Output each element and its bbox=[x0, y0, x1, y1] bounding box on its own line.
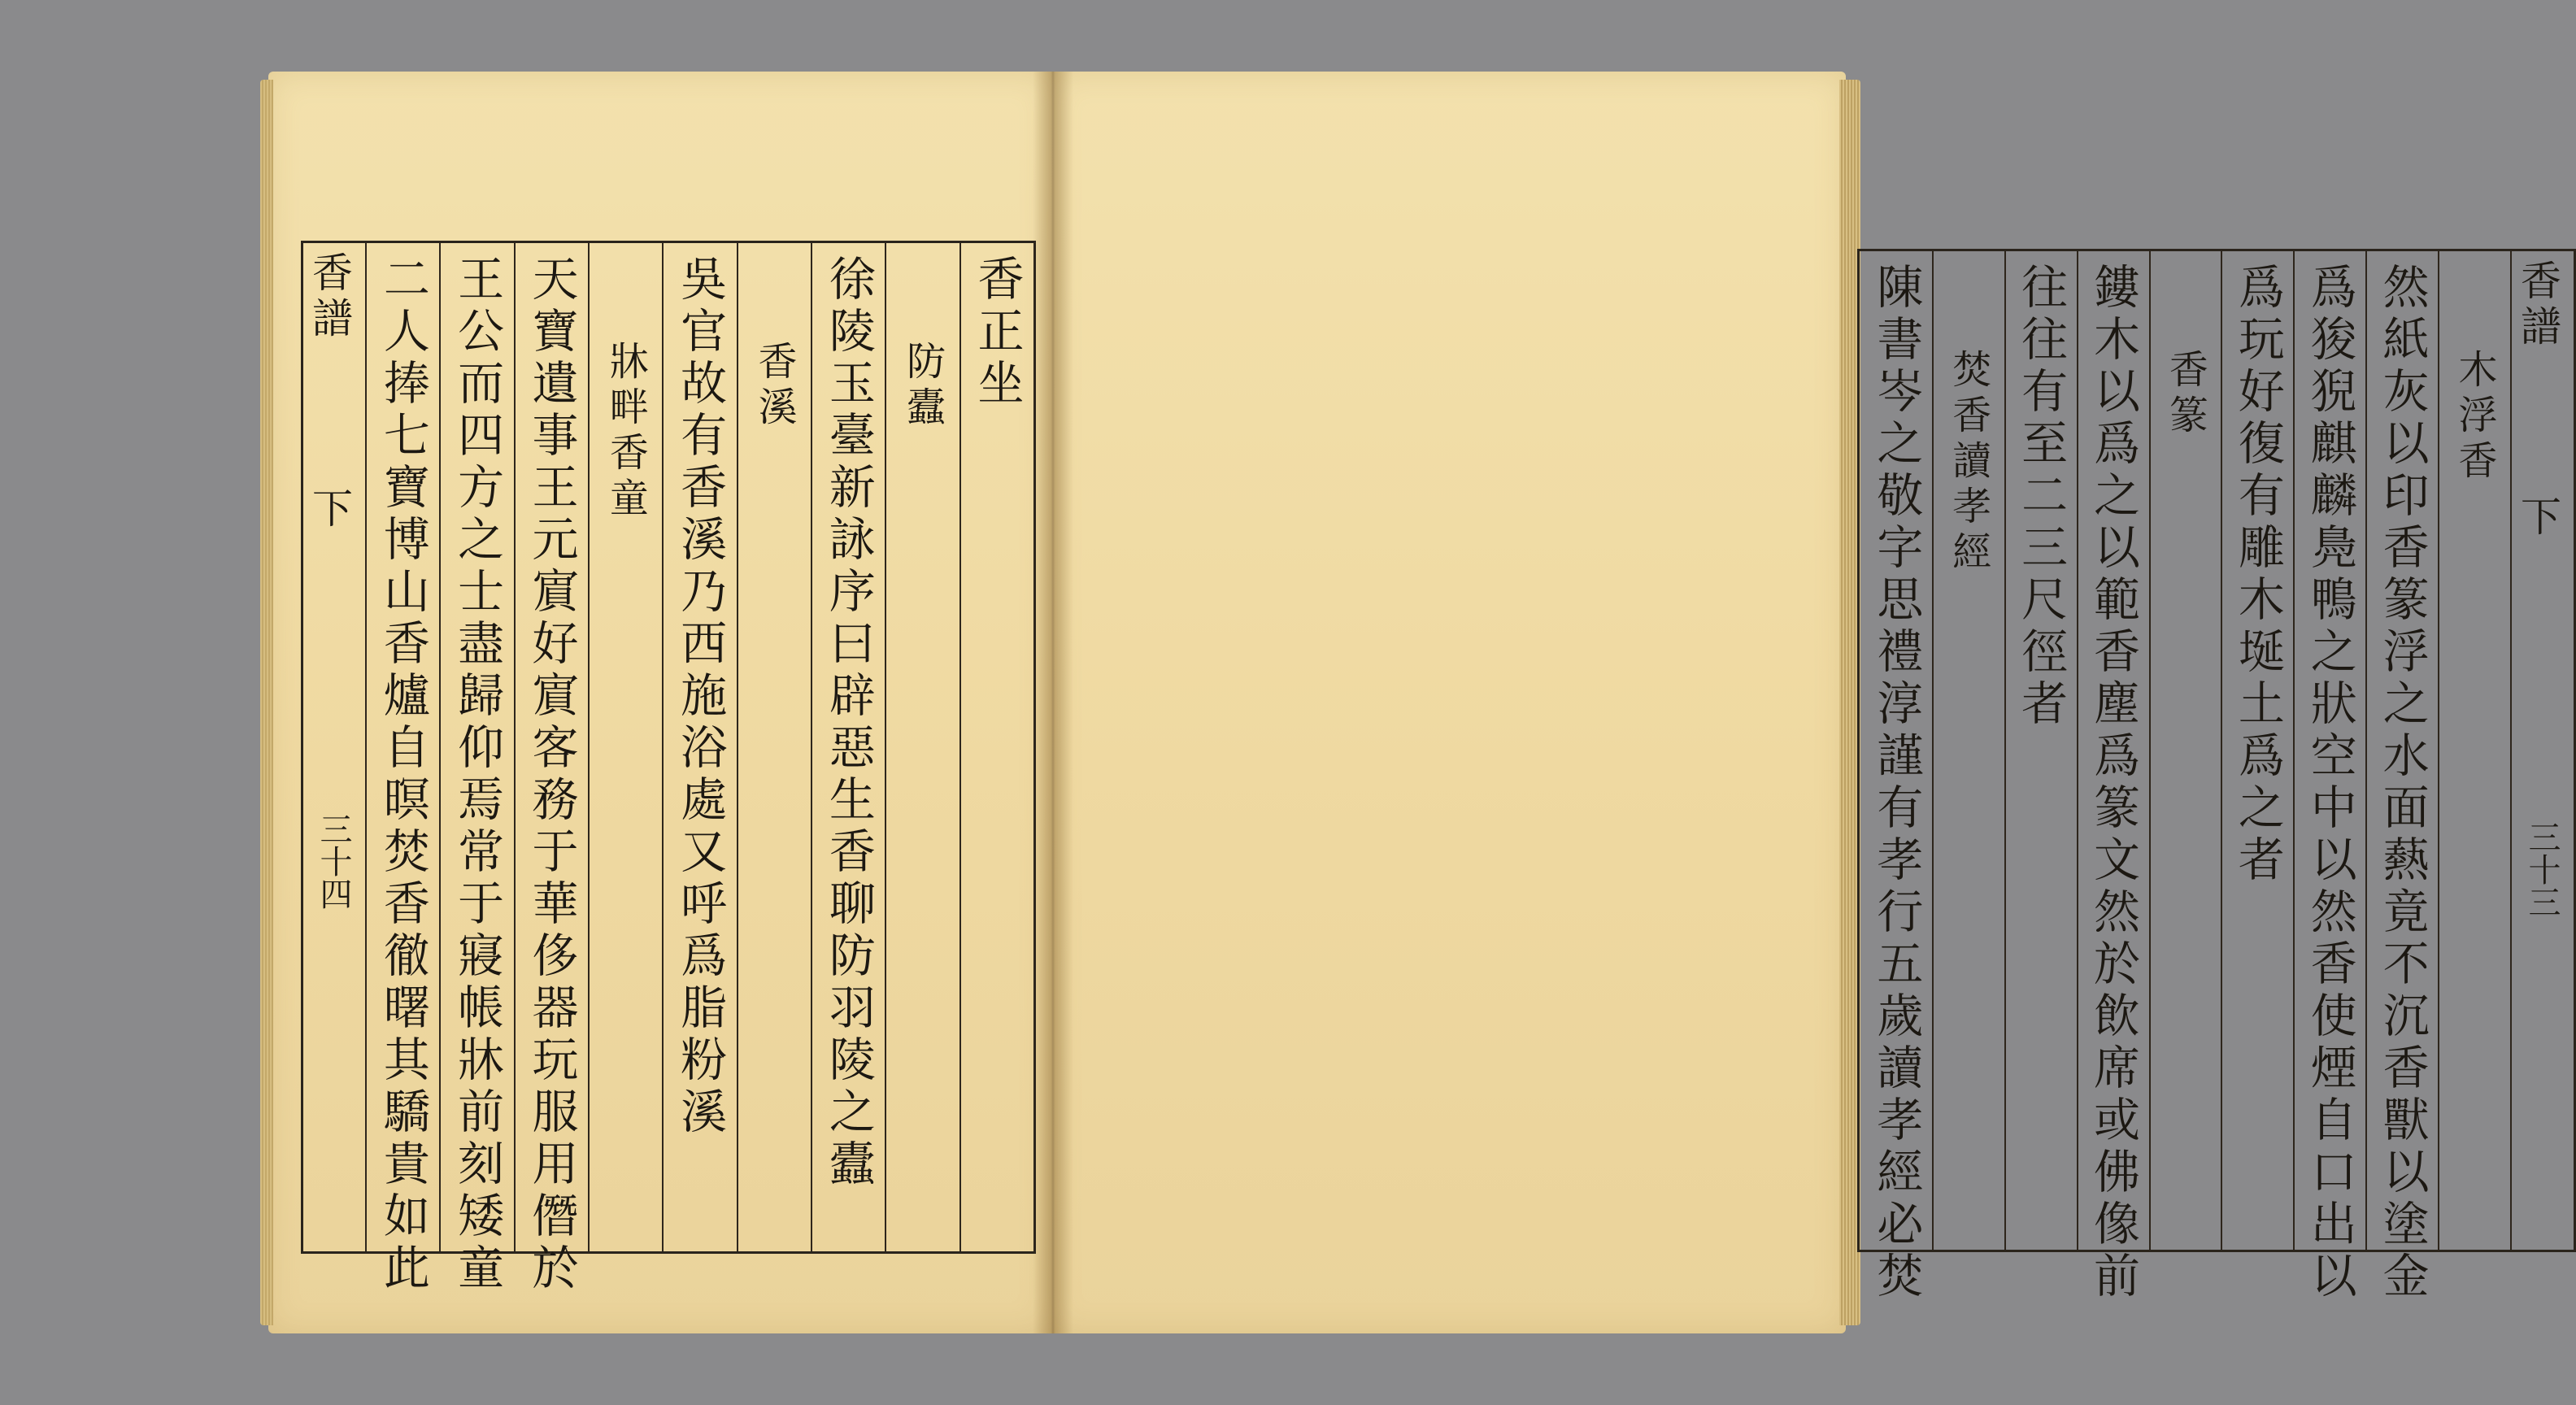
left-page bbox=[268, 72, 1051, 1333]
column-rule bbox=[1932, 251, 1934, 1250]
section-heading: 牀畔香童 bbox=[603, 341, 649, 523]
text-column: 往往有至二三尺徑者 bbox=[2013, 263, 2068, 731]
open-book bbox=[268, 72, 2561, 1333]
text-column: 陳書岑之敬字思禮淳謹有孝行五歲讀孝經必焚 bbox=[1869, 263, 1923, 1303]
left-page-frame bbox=[301, 241, 1036, 1295]
section-heading: 防蠹 bbox=[899, 341, 946, 432]
juan-number: 下 bbox=[2514, 495, 2561, 541]
right-page-frame bbox=[1857, 249, 2576, 1303]
column-rule bbox=[2221, 251, 2222, 1250]
juan-number: 下 bbox=[306, 487, 353, 533]
text-column: 二人捧七寶博山香爐自暝焚香徹曙其驕貴如此 bbox=[376, 254, 430, 1295]
column-rule bbox=[2077, 251, 2078, 1250]
margin-title: 香譜 bbox=[2514, 259, 2561, 350]
text-column: 然紙灰以印香篆浮之水面爇竟不沉香獸以塗金 bbox=[2375, 263, 2430, 1303]
text-column: 鏤木以爲之以範香塵爲篆文然於飲席或佛像前 bbox=[2086, 263, 2140, 1303]
folio-number: 三十三 bbox=[2523, 820, 2561, 918]
section-heading: 焚香讀孝經 bbox=[1945, 349, 1991, 576]
text-column: 吳官故有香溪乃西施浴處又呼爲脂粉溪 bbox=[672, 254, 727, 1139]
column-rule bbox=[2438, 251, 2439, 1250]
text-column: 徐陵玉臺新詠序曰辟惡生香聊防羽陵之蠹 bbox=[821, 254, 876, 1191]
folio-number: 三十四 bbox=[315, 812, 352, 910]
section-heading: 香溪 bbox=[751, 341, 797, 432]
margin-title: 香譜 bbox=[306, 251, 353, 342]
column-rule bbox=[2004, 251, 2006, 1250]
text-column: 爲玩好復有雕木埏土爲之者 bbox=[2230, 263, 2285, 887]
column-rule bbox=[2149, 251, 2151, 1250]
left-page-edge bbox=[260, 80, 273, 1325]
text-column: 爲狻猊麒麟鳧鴨之狀空中以然香使煙自口出以 bbox=[2303, 263, 2357, 1303]
column-rule bbox=[2293, 251, 2295, 1250]
section-heading: 香篆 bbox=[2162, 349, 2208, 440]
column-rule bbox=[2365, 251, 2367, 1250]
right-page bbox=[1051, 72, 2561, 1333]
text-column: 天寶遺事王元賔好賔客務于華侈器玩服用僭於 bbox=[524, 254, 578, 1295]
margin-column-rule bbox=[2510, 251, 2512, 1250]
text-column: 香正坐 bbox=[969, 254, 1024, 411]
text-column: 王公而四方之士盡歸仰焉常于寢帳牀前刻矮童 bbox=[450, 254, 504, 1295]
book-gutter bbox=[1033, 72, 1073, 1333]
section-heading: 木浮香 bbox=[2451, 349, 2497, 485]
